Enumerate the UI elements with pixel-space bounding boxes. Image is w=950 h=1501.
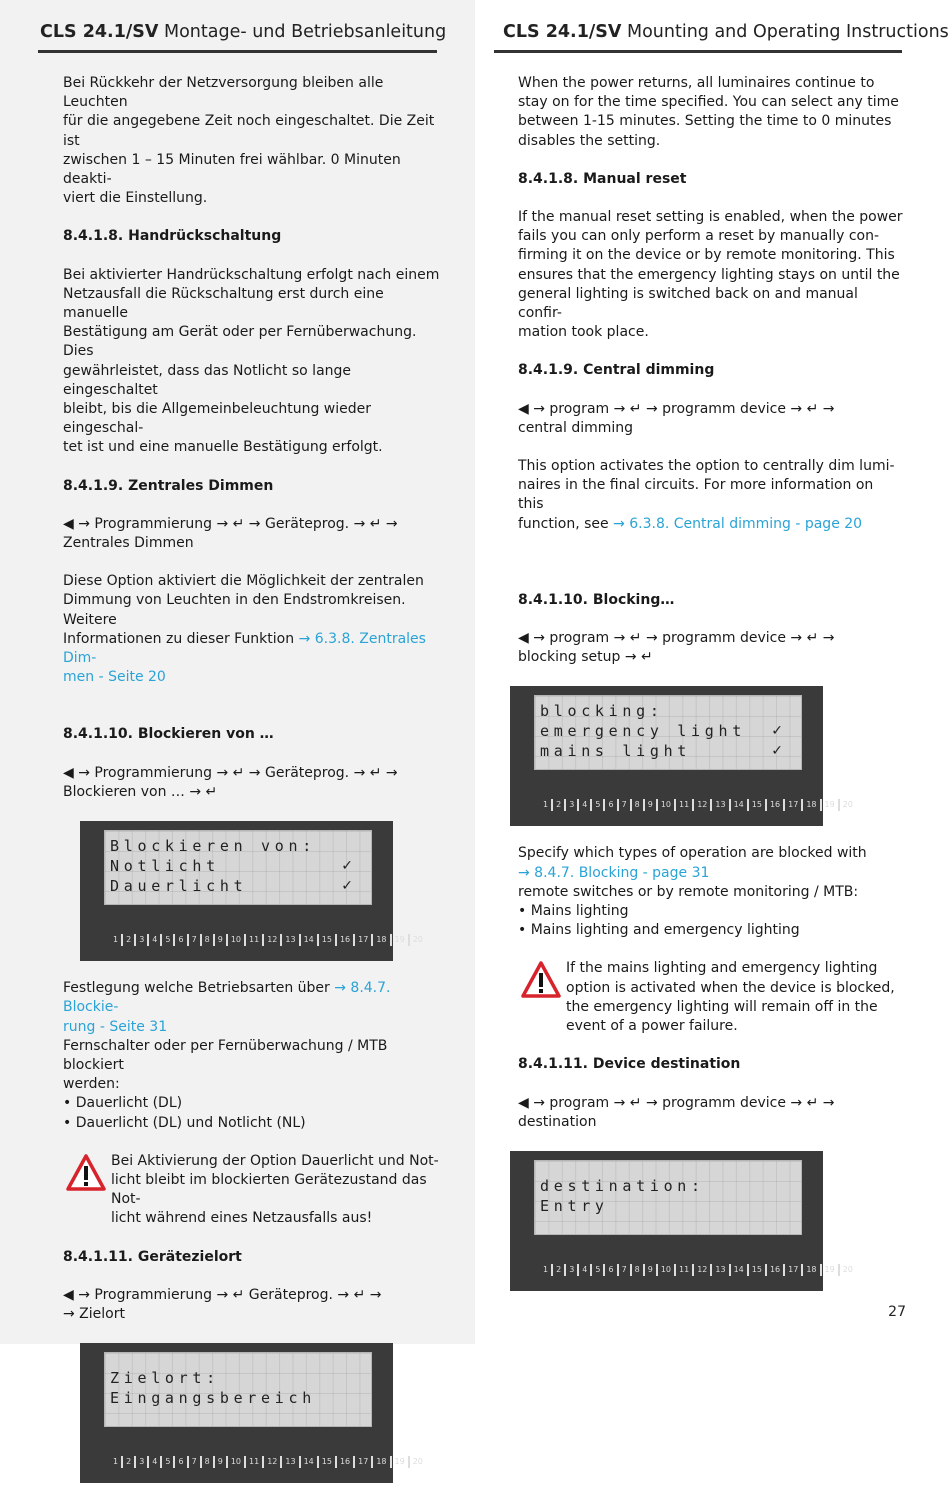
lcd-column-numbers [110,1456,426,1468]
lcd-line: Eingangsbereich [110,1389,316,1408]
section-heading: 8.4.1.8. Manual reset [518,170,687,187]
page-number: 27 [888,1304,906,1320]
lcd-column-number: 16 [335,934,353,946]
lcd-column-number: 7 [187,1456,200,1468]
text-line: ensures that the emergency lighting stays on until the [518,266,900,283]
text-line: Diese Option aktiviert die Möglichkeit der zentralen [63,573,424,590]
menu-path [518,1094,903,1132]
content-right [518,74,903,1309]
lcd-column-number: 12 [692,1264,710,1276]
lcd-column-number: 5 [160,934,173,946]
text-line: ◀ → program → ↵ → programm device → ↵ → [518,1094,835,1111]
list-item: • Dauerlicht (DL) und Notlicht (NL) [63,1114,306,1131]
checkmark-icon: ✓ [341,858,353,875]
section-heading: 8.4.1.9. Zentrales Dimmen [63,477,274,494]
text-line: stay on for the time specified. You can select any time [518,94,899,111]
paragraph-blocking [518,844,903,940]
lcd-column-number: 12 [692,799,710,811]
text-span: Festlegung welche Betriebsarten über [63,980,335,997]
text-line: blocking setup → ↵ [518,649,653,666]
lcd-column-number: 6 [603,1264,616,1276]
lcd-column-number: 3 [564,799,577,811]
text-line: This option activates the option to centrally dim lumi- [518,458,895,475]
cross-reference-link[interactable]: → 8.4.7. Blocking - page 31 [518,864,710,881]
text-line: ◀ → program → ↵ → programm device → ↵ → [518,630,835,647]
text-line: If the manual reset setting is enabled, when the power [518,209,903,226]
text-line: Bei Aktivierung der Option Dauerlicht und Not- [111,1152,439,1169]
text-line: firming it on the device or by remote monitoring. This [518,247,895,264]
cross-reference-link[interactable]: → 8.4.7. Blockie- [63,980,391,1016]
lcd-column-number: 14 [299,934,317,946]
text-line: central dimming [518,419,634,436]
lcd-column-number: 5 [590,799,603,811]
warning-icon [521,961,561,999]
text-line: tet ist und eine manuelle Bestätigung erfolgt. [63,439,383,456]
page-header-right [503,22,949,42]
lcd-line: mains light [540,742,692,761]
left-column-german [0,0,475,1467]
text-line [63,979,448,1017]
text-line: event of a power failure. [566,1018,738,1035]
lcd-column-number: 3 [134,1456,147,1468]
lcd-column-number: 4 [577,1264,590,1276]
menu-path [63,764,448,802]
lcd-column-number: 9 [643,1264,656,1276]
lcd-column-number: 16 [765,1264,783,1276]
lcd-column-number: 20 [408,934,426,946]
lcd-column-number: 5 [590,1264,603,1276]
lcd-column-number: 18 [371,934,389,946]
section-heading: 8.4.1.9. Central dimming [518,362,715,379]
checkmark-icon: ✓ [771,743,783,760]
lcd-column-number: 8 [200,934,213,946]
text-line: ◀ → Programmierung → ↵ → Geräteprog. → ↵ → [63,515,398,532]
text-line: für die angegebene Zeit noch eingeschaltet. Die Zeit ist [63,113,435,149]
lcd-column-numbers [110,934,426,946]
lcd-column-number: 15 [317,934,335,946]
header-product: CLS 24.1/SV [40,22,159,42]
section-heading: 8.4.1.10. Blocking… [518,591,675,608]
text-line: licht während eines Netzausfalls aus! [111,1210,373,1227]
lcd-screen [104,1352,372,1427]
section-heading: 8.4.1.10. Blockieren von … [63,726,274,743]
lcd-column-number: 11 [244,934,262,946]
text-line [518,515,903,534]
lcd-column-number: 19 [820,799,838,811]
lcd-column-number: 10 [656,1264,674,1276]
lcd-display [510,686,853,826]
text-line: → Zielort [63,1305,125,1322]
checkmark-icon: ✓ [771,723,783,740]
lcd-column-number: 17 [353,934,371,946]
text-line [63,630,448,668]
lcd-display [510,1151,853,1291]
lcd-line: blocking: [540,702,664,721]
lcd-column-number: 13 [710,799,728,811]
checkmark-icon: ✓ [341,878,353,895]
section-heading: 8.4.1.11. Gerätezielort [63,1248,242,1265]
lcd-column-number: 4 [577,799,590,811]
lcd-screen [534,1160,802,1235]
lcd-column-number: 3 [134,934,147,946]
page-header-left [40,22,446,42]
text-line: werden: [63,1076,120,1093]
lcd-column-number: 14 [729,1264,747,1276]
lcd-column-number: 9 [213,934,226,946]
paragraph-intro [63,74,448,208]
text-line [63,1018,448,1037]
paragraph-intro [518,74,903,151]
lcd-column-number: 5 [160,1456,173,1468]
lcd-column-number: 19 [390,1456,408,1468]
header-title: Montage- und Betriebsanleitung [158,22,447,42]
warning-icon [66,1154,106,1192]
lcd-column-number: 1 [113,935,119,945]
paragraph-manual-reset [63,266,448,458]
lcd-line: Blockieren von: [110,837,316,856]
cross-reference-link[interactable]: → 6.3.8. Central dimming - page 20 [613,515,863,532]
list-item: • Mains lighting and emergency lighting [518,922,800,939]
cross-reference-link[interactable]: rung - Seite 31 [63,1018,168,1035]
lcd-column-number: 8 [630,1264,643,1276]
lcd-line: destination: [540,1176,705,1195]
text-line: Fernschalter oder per Fernüberwachung / MTB blockiert [63,1037,388,1073]
lcd-column-number: 11 [244,1456,262,1468]
text-line: Bestätigung am Gerät oder per Fernüberwachung. Dies [63,324,417,360]
lcd-column-number: 18 [801,1264,819,1276]
text-line: remote switches or by remote monitoring / MTB: [518,883,859,900]
lcd-column-number: 10 [226,934,244,946]
text-line: option is activated when the device is blocked, [566,979,895,996]
lcd-column-number: 4 [147,1456,160,1468]
section-heading: 8.4.1.11. Device destination [518,1056,741,1073]
lcd-column-number: 9 [643,799,656,811]
lcd-column-number: 10 [656,799,674,811]
lcd-column-number: 17 [353,1456,371,1468]
lcd-column-number: 17 [783,1264,801,1276]
text-line: ◀ → program → ↵ → programm device → ↵ → [518,400,835,417]
lcd-column-number: 4 [147,934,160,946]
text-line: naires in the final circuits. For more information on this [518,477,874,513]
paragraph-central-dimming [518,457,903,534]
lcd-column-number: 12 [262,934,280,946]
content-left [63,74,448,1501]
text-line: gewährleistet, dass das Notlicht so lange eingeschaltet [63,362,352,398]
lcd-column-number: 7 [187,934,200,946]
lcd-column-number: 13 [710,1264,728,1276]
cross-reference-link[interactable]: men - Seite 20 [63,669,166,686]
lcd-column-number: 1 [543,800,549,810]
lcd-column-number: 6 [603,799,616,811]
lcd-column-number: 19 [390,934,408,946]
lcd-column-number: 1 [543,1264,549,1274]
lcd-column-number: 15 [747,799,765,811]
lcd-line: Notlicht [110,857,220,876]
text-line: viert die Einstellung. [63,190,208,207]
text-line: mation took place. [518,324,649,341]
lcd-column-number: 17 [783,799,801,811]
text-line: ◀ → Programmierung → ↵ Geräteprog. → ↵ → [63,1286,382,1303]
text-line: the emergency lighting will remain off in the [566,998,878,1015]
text-line: bleibt, bis die Allgemeinbeleuchtung wieder eingeschal- [63,401,372,437]
text-span: function, see [518,515,614,532]
lcd-column-number: 13 [280,1456,298,1468]
paragraph-central-dimming [63,572,448,687]
lcd-column-number: 19 [820,1264,838,1276]
header-rule [38,50,437,53]
menu-path [518,629,903,667]
text-line: Zentrales Dimmen [63,535,194,552]
menu-path [63,515,448,553]
warning-note [518,959,903,1036]
lcd-column-number: 14 [729,799,747,811]
lcd-column-number: 16 [765,799,783,811]
lcd-line: Entry [540,1196,609,1215]
lcd-screen [534,695,802,770]
lcd-screen [104,830,372,905]
text-line: Bei Rückkehr der Netzversorgung bleiben alle Leuchten [63,75,384,111]
lcd-column-number: 18 [371,1456,389,1468]
lcd-column-number: 13 [280,934,298,946]
lcd-column-number: 8 [200,1456,213,1468]
menu-path [518,400,903,438]
section-heading: 8.4.1.8. Handrückschaltung [63,228,282,245]
lcd-column-number: 9 [213,1456,226,1468]
list-item: • Dauerlicht (DL) [63,1095,183,1112]
lcd-column-number: 7 [617,799,630,811]
lcd-line: Dauerlicht [110,877,248,896]
lcd-column-number: 10 [226,1456,244,1468]
text-span: Informationen zu dieser Funktion [63,630,299,647]
text-line: Dimmung von Leuchten in den Endstromkreisen. Weitere [63,592,406,628]
text-line: When the power returns, all luminaires continue to [518,75,875,91]
lcd-column-number: 12 [262,1456,280,1468]
warning-note [63,1152,448,1229]
lcd-column-number: 20 [838,799,856,811]
paragraph-blocking [63,979,448,1133]
lcd-column-number: 16 [335,1456,353,1468]
text-line: Specify which types of operation are blocked with [518,845,867,862]
lcd-column-number: 2 [121,934,134,946]
lcd-column-number: 20 [838,1264,856,1276]
list-item: • Mains lighting [518,903,629,920]
lcd-column-number: 7 [617,1264,630,1276]
lcd-column-number: 20 [408,1456,426,1468]
text-line: Bei aktivierter Handrückschaltung erfolgt nach einem [63,266,440,283]
header-product: CLS 24.1/SV [503,22,622,42]
lcd-column-number: 15 [747,1264,765,1276]
lcd-column-number: 18 [801,799,819,811]
menu-path [63,1286,448,1324]
right-column-english [475,0,950,1344]
lcd-line: emergency light [540,722,746,741]
lcd-line: Zielort: [110,1369,220,1388]
text-line: fails you can only perform a reset by manually con- [518,228,880,245]
lcd-column-number: 6 [173,1456,186,1468]
lcd-column-number: 15 [317,1456,335,1468]
text-line: destination [518,1113,597,1130]
lcd-column-number: 1 [113,1457,119,1467]
text-line: zwischen 1 – 15 Minuten frei wählbar. 0 Minuten deakti- [63,151,401,188]
lcd-column-number: 2 [551,1264,564,1276]
text-line: Blockieren von … → ↵ [63,783,218,800]
lcd-column-number: 8 [630,799,643,811]
lcd-display [80,1343,423,1483]
lcd-column-number: 11 [674,799,692,811]
header-title: Mounting and Operating Instructions [621,22,949,42]
lcd-column-number: 11 [674,1264,692,1276]
lcd-column-number: 3 [564,1264,577,1276]
lcd-column-numbers [540,799,856,811]
text-line: If the mains lighting and emergency lighting [566,960,878,977]
lcd-column-numbers [540,1264,856,1276]
lcd-column-number: 2 [121,1456,134,1468]
lcd-column-number: 14 [299,1456,317,1468]
lcd-display [80,821,423,961]
text-line: disables the setting. [518,132,661,149]
cross-reference-link[interactable]: → 6.3.8. Zentrales Dim- [63,630,426,667]
text-line: between 1-15 minutes. Setting the time to 0 minutes [518,113,892,130]
text-line: ◀ → Programmierung → ↵ → Geräteprog. → ↵ → [63,764,398,781]
lcd-column-number: 2 [551,799,564,811]
text-line: licht bleibt im blockierten Gerätezustand das Not- [111,1171,427,1208]
text-line: Netzausfall die Rückschaltung erst durch eine manuelle [63,285,384,322]
lcd-column-number: 6 [173,934,186,946]
header-rule [494,50,902,53]
text-line: general lighting is switched back on and manual confir- [518,285,858,322]
paragraph-manual-reset [518,208,903,342]
